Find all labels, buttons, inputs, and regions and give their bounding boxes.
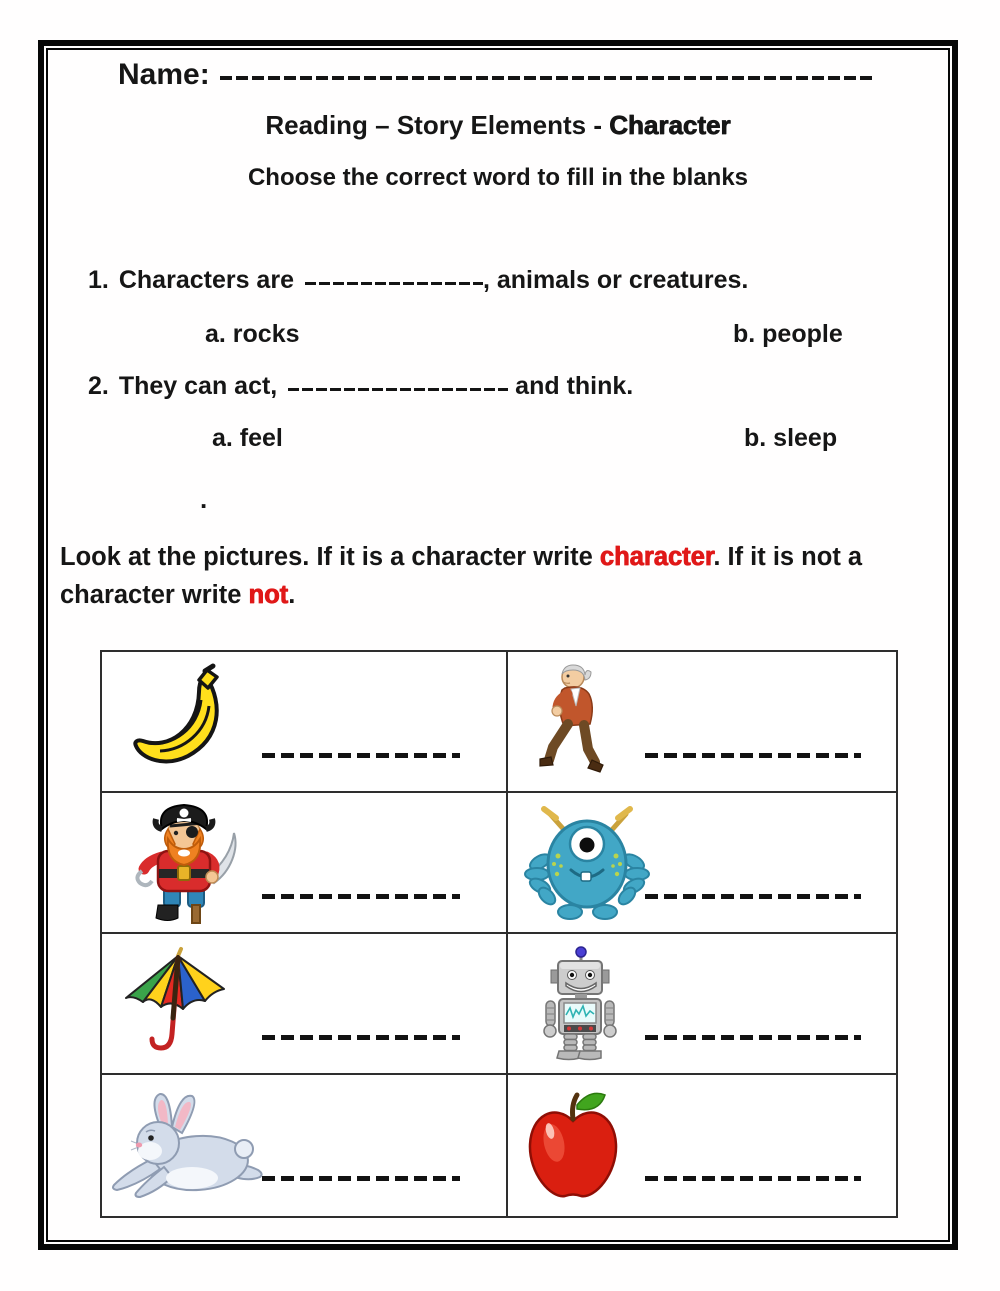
instruction-keyword-not: not bbox=[248, 581, 289, 609]
answer-blank-umbrella[interactable] bbox=[262, 1035, 460, 1040]
banana-icon bbox=[128, 662, 240, 782]
question-2-number: 2. bbox=[88, 372, 109, 400]
answer-blank-old-man[interactable] bbox=[645, 753, 861, 758]
answer-blank-monster[interactable] bbox=[645, 894, 861, 899]
grid-cell-pirate bbox=[102, 793, 508, 934]
instruction-text-2: . If it is not a character write bbox=[60, 543, 863, 609]
question-1 bbox=[88, 266, 748, 295]
picture-grid bbox=[100, 650, 898, 1218]
question-2-blank[interactable] bbox=[288, 388, 508, 391]
question-1-text: Characters are bbox=[118, 266, 294, 294]
answer-blank-pirate[interactable] bbox=[262, 894, 460, 899]
answer-blank-apple[interactable] bbox=[645, 1176, 861, 1181]
grid-cell-robot bbox=[508, 934, 896, 1075]
name-label: Name: bbox=[118, 58, 210, 91]
question-2-option-a: a. feel bbox=[212, 424, 283, 452]
instruction-text-3: . bbox=[288, 581, 296, 609]
answer-blank-robot[interactable] bbox=[645, 1035, 861, 1040]
instruction-keyword-character: character bbox=[599, 543, 714, 571]
apple-icon bbox=[524, 1085, 622, 1207]
monster-icon bbox=[524, 804, 650, 922]
question-1-number: 1. bbox=[88, 266, 109, 294]
question-2 bbox=[88, 372, 633, 401]
question-2-text-after: and think. bbox=[515, 372, 634, 400]
question-1-blank[interactable] bbox=[305, 282, 483, 285]
title-regular-text: Reading – Story Elements - bbox=[265, 110, 610, 140]
worksheet-title bbox=[0, 110, 996, 141]
umbrella-icon bbox=[116, 946, 238, 1062]
robot-icon bbox=[538, 945, 622, 1063]
worksheet-subtitle: Choose the correct word to fill in the blanks bbox=[247, 164, 749, 191]
grid-cell-apple bbox=[508, 1075, 896, 1216]
grid-cell-banana bbox=[102, 652, 508, 793]
name-blank-line[interactable] bbox=[220, 76, 872, 80]
grid-cell-old-man bbox=[508, 652, 896, 793]
grid-cell-rabbit bbox=[102, 1075, 508, 1216]
old-man-icon bbox=[538, 662, 608, 782]
name-row bbox=[118, 58, 872, 92]
title-bold-text: Character bbox=[609, 110, 731, 140]
grid-cell-umbrella bbox=[102, 934, 508, 1075]
question-1-option-a: a. rocks bbox=[205, 320, 300, 348]
rabbit-icon bbox=[106, 1091, 266, 1201]
answer-blank-rabbit[interactable] bbox=[262, 1176, 460, 1181]
instruction-paragraph bbox=[60, 538, 948, 614]
question-1-option-b: b. people bbox=[733, 320, 843, 348]
question-2-option-b: b. sleep bbox=[744, 424, 838, 452]
question-1-text-after: , animals or creatures. bbox=[482, 266, 749, 294]
answer-blank-banana[interactable] bbox=[262, 753, 460, 758]
grid-cell-monster bbox=[508, 793, 896, 934]
question-2-text: They can act, bbox=[118, 372, 278, 400]
instruction-text-1: Look at the pictures. If it is a character write bbox=[60, 543, 593, 571]
pirate-icon bbox=[128, 799, 246, 927]
stray-period: . bbox=[200, 484, 208, 514]
